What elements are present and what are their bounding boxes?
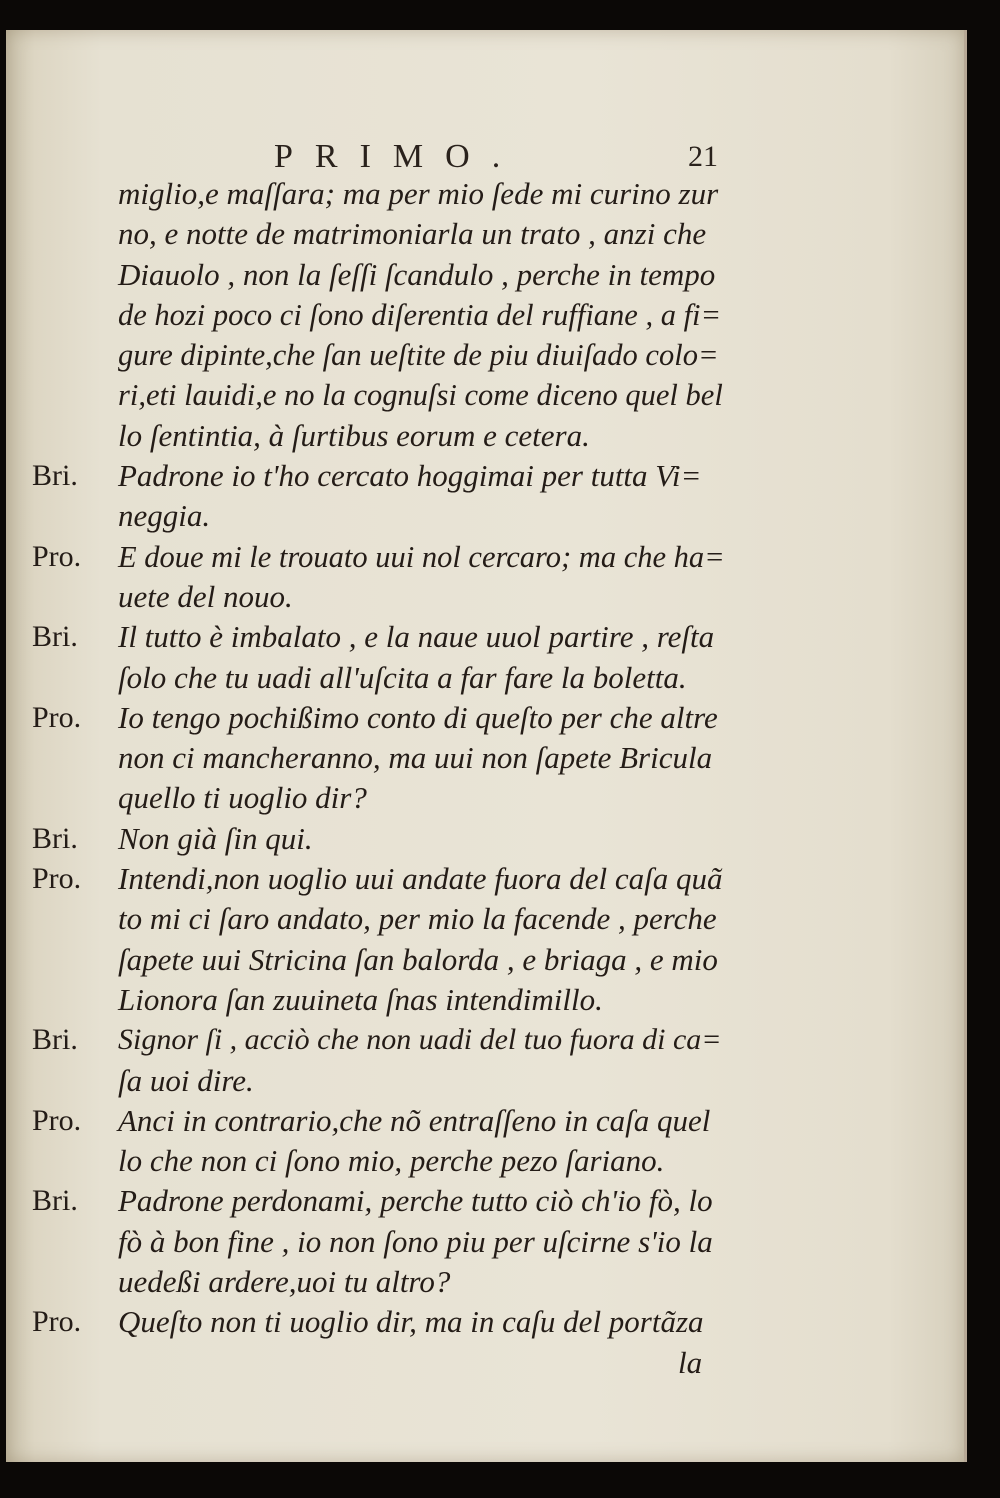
line-text: Queſto non ti uoglio dir, ma in caſu del portãza [118, 1304, 704, 1340]
text-line [6, 698, 964, 738]
line-text: quello ti uoglio dir? [118, 780, 367, 816]
line-text: neggia. [118, 498, 211, 534]
line-text: uete del nouo. [118, 578, 293, 614]
text-line [6, 1141, 964, 1181]
book-page [6, 30, 967, 1462]
text-line [6, 859, 964, 899]
speaker-label: Bri. [32, 1023, 78, 1057]
line-text: gure dipinte,che ſan ueſtite de piu diuiſado colo= [118, 338, 719, 373]
text-line [6, 214, 964, 254]
text-line [6, 738, 964, 778]
text-line [6, 335, 964, 375]
text-line [6, 899, 964, 939]
speaker-label: Bri. [32, 459, 78, 493]
text-line [6, 819, 964, 859]
text-line [6, 617, 964, 657]
speaker-label: Bri. [32, 1184, 78, 1218]
text-line [6, 537, 964, 577]
speaker-label: Pro. [32, 700, 82, 734]
text-line [6, 940, 964, 980]
text-line [6, 496, 964, 536]
line-text: uedeßi ardere,uoi tu altro? [118, 1264, 451, 1300]
text-line [6, 174, 964, 214]
page-number: 21 [688, 140, 718, 173]
speaker-label: Pro. [32, 1103, 82, 1137]
text-line [6, 295, 964, 335]
text-line [6, 456, 964, 496]
text-line [6, 375, 964, 415]
line-text: Signor ſi , acciò che non uadi del tuo fuora di ca= [118, 1023, 722, 1057]
line-text: Padrone io t'ho cercato hoggimai per tutta Vi= [118, 458, 702, 494]
line-text: lo ſentintia, à ſurtibus eorum e cetera. [118, 417, 590, 453]
text-line [6, 577, 964, 617]
line-text: de hozi poco ci ſono diſerentia del ruffiane , a fi= [118, 297, 722, 332]
line-text: miglio,e maſſara; ma per mio ſede mi curino zur [118, 176, 719, 211]
page-header [6, 138, 964, 178]
text-line [6, 778, 964, 818]
text-line [6, 255, 964, 295]
speaker-label: Pro. [32, 539, 82, 573]
catchword [6, 1343, 964, 1383]
text-line [6, 1302, 964, 1342]
line-text: E doue mi le trouato uui nol cercaro; ma che ha= [118, 539, 725, 574]
line-text: Diauolo , non la ſeſſi ſcandulo , perche in tempo [118, 256, 716, 292]
line-text: Lionora ſan zuuineta ſnas intendimillo. [118, 981, 603, 1017]
line-text: lo che non ci ſono mio, perche pezo ſariano. [118, 1143, 665, 1179]
text-line [6, 1222, 964, 1262]
speaker-label: Pro. [32, 1305, 82, 1339]
line-text: non ci mancheranno, ma uui non ſapete Bricula [118, 740, 713, 776]
line-text: Io tengo pochißimo conto di queſto per che altre [118, 699, 718, 735]
text-line [6, 1020, 964, 1060]
speaker-label: Pro. [32, 862, 82, 896]
speaker-label: Bri. [32, 620, 78, 654]
running-title: PRIMO. [274, 138, 523, 175]
line-text: to mi ci ſaro andato, per mio la facende , perche [118, 901, 717, 937]
line-text: Non già ſin qui. [118, 820, 313, 856]
line-text: ri,eti lauidi,e no la cognuſsi come diceno quel bel [118, 378, 723, 413]
line-text: ſapete uui Stricina ſan balorda , e briaga , e mio [118, 941, 718, 977]
text-line [6, 1181, 964, 1221]
line-text: la [678, 1344, 703, 1380]
dialogue-text [6, 174, 964, 1383]
text-line [6, 980, 964, 1020]
line-text: Anci in contrario,che nõ entraſſeno in caſa quel [118, 1102, 711, 1138]
speaker-label: Bri. [32, 821, 78, 855]
line-text: Il tutto è imbalato , e la naue uuol partire , reſta [118, 619, 715, 655]
line-text: ſolo che tu uadi all'uſcita a far fare la boletta. [118, 659, 687, 695]
text-line [6, 1061, 964, 1101]
text-line [6, 1101, 964, 1141]
text-line [6, 1262, 964, 1302]
text-line [6, 416, 964, 456]
line-text: Intendi,non uoglio uui andate fuora del caſa quã [118, 861, 723, 897]
line-text: fò à bon fine , io non ſono piu per uſcirne s'io la [118, 1223, 713, 1259]
line-text: no, e notte de matrimoniarla un trato , anzi che [118, 216, 707, 252]
line-text: ſa uoi dire. [118, 1062, 254, 1098]
line-text: Padrone perdonami, perche tutto ciò ch'io fò, lo [118, 1183, 713, 1219]
text-line [6, 658, 964, 698]
